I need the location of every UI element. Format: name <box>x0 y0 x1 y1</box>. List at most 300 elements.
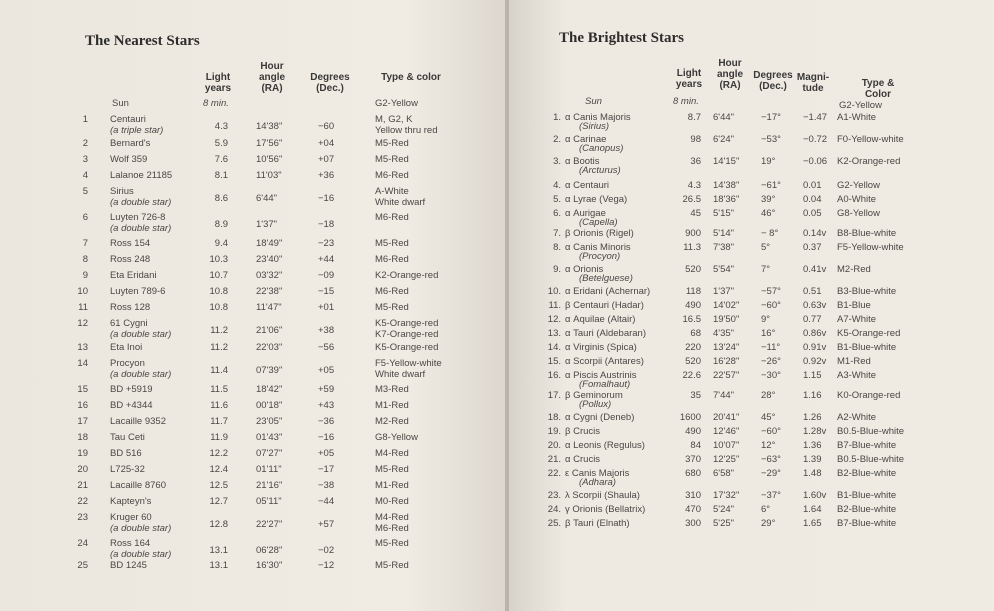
star-name: Ross 154 <box>110 238 151 249</box>
declination: −02 <box>318 545 335 556</box>
row-number: 16 <box>77 400 88 411</box>
type-color: M1-Red <box>375 400 409 411</box>
row-number: 23 <box>77 512 88 523</box>
type-color: G2-Yellow <box>375 98 418 109</box>
row-number: 7. <box>553 228 561 239</box>
type-color: F5-Yellow-white <box>375 358 442 369</box>
hour-angle: 01'11" <box>256 464 282 475</box>
star-name: α Scorpii (Antares) <box>565 356 644 367</box>
row-number: 19. <box>547 426 561 437</box>
star-name: Sun <box>585 96 602 107</box>
star-name: Eta Inoi <box>110 342 143 353</box>
row-number: 23. <box>547 490 561 501</box>
type-color: K5-Orange-red <box>375 318 439 329</box>
light-years: 22.6 <box>682 370 701 381</box>
row-number: 11. <box>548 300 561 311</box>
star-name: 61 Cygni <box>110 318 148 329</box>
hour-angle: 07'27" <box>256 448 283 459</box>
light-years: 12.2 <box>209 448 228 459</box>
star-name: α Centauri <box>565 180 610 191</box>
magnitude: 1.15 <box>803 370 822 381</box>
row-number: 6. <box>553 208 561 219</box>
row-number: 16. <box>547 370 561 381</box>
type-color: G8-Yellow <box>375 432 418 443</box>
type-color: M6-Red <box>375 212 409 223</box>
light-years: 118 <box>685 286 701 297</box>
hour-angle: 00'18" <box>256 400 283 411</box>
type-color: K2-Orange-red <box>375 270 439 281</box>
star-subtitle: (Betelguese) <box>579 273 633 284</box>
type-color: M4-Red <box>375 512 409 523</box>
magnitude: 0.14v <box>803 228 827 239</box>
declination: +36 <box>318 170 335 181</box>
light-years: 4.3 <box>214 121 228 132</box>
row-number: 12 <box>77 318 88 329</box>
row-number: 6 <box>82 212 88 223</box>
type-color: G2-Yellow <box>837 180 880 191</box>
star-name: α Bootis <box>565 156 600 167</box>
type-color: K0-Orange-red <box>837 390 901 401</box>
star-name: β Centauri (Hadar) <box>565 300 644 311</box>
row-number: 4. <box>553 180 561 191</box>
star-name: β Tauri (Elnath) <box>565 518 630 529</box>
light-years: 11.7 <box>210 416 228 427</box>
magnitude: 0.01 <box>803 180 822 191</box>
type-color: A7-White <box>837 314 877 325</box>
declination: −09 <box>318 270 335 281</box>
light-years: 8.6 <box>214 193 228 204</box>
magnitude: 0.63v <box>803 300 827 311</box>
star-name: Lacaille 9352 <box>110 416 166 427</box>
magnitude: −1.47 <box>803 112 828 123</box>
type-color: M5-Red <box>375 538 409 549</box>
star-name: α Carinae <box>565 134 607 145</box>
header-degrees: Degrees (Dec.) <box>753 70 793 92</box>
row-number: 9 <box>82 270 88 281</box>
light-years: 8.7 <box>687 112 701 123</box>
hour-angle: 14'38" <box>713 180 740 191</box>
declination: 39° <box>761 194 776 205</box>
row-number: 21 <box>77 480 88 491</box>
star-name: Lacaille 8760 <box>110 480 166 491</box>
light-years: 13.1 <box>209 545 228 556</box>
header-degrees: Degrees (Dec.) <box>310 72 350 94</box>
type-color: M3-Red <box>375 384 409 395</box>
type-color: B1-Blue <box>837 300 871 311</box>
row-number: 10. <box>547 286 561 297</box>
star-name: β Orionis (Rigel) <box>565 228 634 239</box>
star-subtitle: (a double star) <box>110 369 172 380</box>
type-color: B2-Blue-white <box>837 468 897 479</box>
row-number: 14. <box>547 342 561 353</box>
star-subtitle: (a triple star) <box>110 125 164 136</box>
header-type-color: Type & Color <box>861 78 895 100</box>
light-years: 35 <box>690 390 701 401</box>
star-subtitle: (a double star) <box>110 197 172 208</box>
star-subtitle: (Adhara) <box>579 477 616 488</box>
hour-angle: 18'36" <box>713 194 740 205</box>
declination: −38 <box>318 480 335 491</box>
row-number: 22 <box>77 496 88 507</box>
hour-angle: 22'38" <box>256 286 283 297</box>
hour-angle: 05'11" <box>256 496 282 507</box>
type-color-2: Yellow thru red <box>375 125 438 136</box>
star-name: Sun <box>112 98 129 109</box>
hour-angle: 18'42" <box>256 384 283 395</box>
star-name: α Lyrae (Vega) <box>565 194 628 205</box>
light-years: 4.3 <box>687 180 701 191</box>
row-number: 24 <box>77 538 88 549</box>
type-color: B8-Blue-white <box>837 228 897 239</box>
hour-angle: 5'25" <box>713 518 735 529</box>
declination: +44 <box>318 254 335 265</box>
type-color: B7-Blue-white <box>837 440 897 451</box>
star-subtitle: (a double star) <box>110 223 172 234</box>
row-number: 13 <box>77 342 88 353</box>
star-name: α Tauri (Aldebaran) <box>565 328 647 339</box>
declination: −16 <box>318 193 335 204</box>
right-page <box>509 0 994 611</box>
header-hour-angle: Hour angle (RA) <box>258 61 286 94</box>
star-name: α Piscis Austrinis <box>565 370 637 381</box>
star-name: Eta Eridani <box>110 270 157 281</box>
light-years: 36 <box>690 156 701 167</box>
header-magnitude: Magni- tude <box>796 72 830 94</box>
row-number: 20. <box>547 440 561 451</box>
type-color: M5-Red <box>375 464 409 475</box>
row-number: 3. <box>553 156 561 167</box>
magnitude: 1.26 <box>803 412 822 423</box>
light-years: 13.1 <box>209 560 228 571</box>
declination: +05 <box>318 448 335 459</box>
row-number: 10 <box>77 286 88 297</box>
magnitude: 1.65 <box>803 518 822 529</box>
type-color: M2-Red <box>375 416 409 427</box>
star-name: γ Orionis (Bellatrix) <box>565 504 646 515</box>
type-color-2: M6-Red <box>375 523 409 534</box>
light-years: 310 <box>685 490 701 501</box>
declination: 6° <box>761 504 771 515</box>
light-years: 490 <box>685 426 701 437</box>
magnitude: 0.77 <box>803 314 822 325</box>
hour-angle: 7'38" <box>713 242 735 253</box>
hour-angle: 1'37" <box>256 219 278 230</box>
magnitude: −0.72 <box>803 134 828 145</box>
row-number: 22. <box>547 468 561 479</box>
declination: 7° <box>761 264 771 275</box>
declination: −23 <box>318 238 335 249</box>
light-years: 1600 <box>679 412 701 423</box>
light-years: 7.6 <box>214 154 228 165</box>
row-number: 17 <box>77 416 88 427</box>
row-number: 8. <box>553 242 561 253</box>
star-name: α Aquilae (Altair) <box>565 314 636 325</box>
type-color: M0-Red <box>375 496 409 507</box>
star-name: α Crucis <box>565 454 601 465</box>
type-color: B0.5-Blue-white <box>837 426 905 437</box>
row-number: 2. <box>553 134 561 145</box>
hour-angle: 11'03" <box>256 170 282 181</box>
hour-angle: 23'40" <box>256 254 283 265</box>
declination: 9° <box>761 314 771 325</box>
row-number: 4 <box>82 170 88 181</box>
row-number: 19 <box>77 448 88 459</box>
light-years: 8.1 <box>214 170 228 181</box>
light-years: 11.6 <box>210 400 228 411</box>
type-color: M5-Red <box>375 138 409 149</box>
type-color: A-White <box>375 186 409 197</box>
type-color-2: White dwarf <box>375 369 426 380</box>
magnitude: 0.37 <box>803 242 822 253</box>
hour-angle: 22'03" <box>256 342 283 353</box>
star-subtitle: (Arcturus) <box>579 165 621 176</box>
row-number: 1 <box>82 114 88 125</box>
star-name: ε Canis Majoris <box>565 468 630 479</box>
row-number: 11 <box>78 302 88 313</box>
type-color: K5-Orange-red <box>837 328 901 339</box>
declination: −57° <box>761 286 781 297</box>
header-light-years: Light years <box>675 68 703 90</box>
hour-angle: 14'02" <box>713 300 740 311</box>
declination: 45° <box>761 412 776 423</box>
type-color: F5-Yellow-white <box>837 242 904 253</box>
magnitude: 1.48 <box>803 468 822 479</box>
type-color: M4-Red <box>375 448 409 459</box>
hour-angle: 6'44" <box>256 193 278 204</box>
row-number: 14 <box>77 358 88 369</box>
type-color: A1-White <box>837 112 877 123</box>
magnitude: 0.86v <box>803 328 827 339</box>
declination: −18 <box>318 219 335 230</box>
star-name: L725-32 <box>110 464 145 475</box>
hour-angle: 17'32" <box>713 490 740 501</box>
light-years: 900 <box>685 228 701 239</box>
row-number: 5 <box>82 186 88 197</box>
type-color: G2-Yellow <box>839 100 882 111</box>
hour-angle: 12'46" <box>713 426 740 437</box>
row-number: 15. <box>547 356 561 367</box>
magnitude: 1.60v <box>803 490 827 501</box>
light-years: 45 <box>690 208 701 219</box>
declination: 46° <box>761 208 776 219</box>
hour-angle: 03'32" <box>256 270 283 281</box>
hour-angle: 23'05" <box>256 416 283 427</box>
type-color: M, G2, K <box>375 114 413 125</box>
row-number: 21. <box>547 454 561 465</box>
star-subtitle: (Sirius) <box>579 121 610 132</box>
type-color: M5-Red <box>375 302 409 313</box>
magnitude: 1.39 <box>803 454 822 465</box>
star-name: Lalanoe 21185 <box>110 170 173 181</box>
row-number: 12. <box>547 314 561 325</box>
light-years: 10.8 <box>209 302 228 313</box>
hour-angle: 13'24" <box>713 342 740 353</box>
declination: −15 <box>318 286 335 297</box>
hour-angle: 4'35" <box>713 328 735 339</box>
star-subtitle: (Pollux) <box>579 399 612 410</box>
star-name: Centauri <box>110 114 146 125</box>
type-color-2: White dwarf <box>375 197 426 208</box>
star-name: β Crucis <box>565 426 601 437</box>
hour-angle: 16'30" <box>256 560 283 571</box>
row-number: 5. <box>553 194 561 205</box>
declination: − 8° <box>761 228 779 239</box>
row-number: 2 <box>82 138 88 149</box>
declination: −29° <box>761 468 781 479</box>
type-color: A3-White <box>837 370 877 381</box>
declination: −36 <box>318 416 335 427</box>
type-color: B2-Blue-white <box>837 504 897 515</box>
declination: 19° <box>761 156 776 167</box>
row-number: 20 <box>77 464 88 475</box>
declination: +57 <box>318 519 335 530</box>
magnitude: 1.64 <box>803 504 822 515</box>
row-number: 17. <box>547 390 561 401</box>
declination: +59 <box>318 384 335 395</box>
hour-angle: 21'06" <box>256 325 283 336</box>
declination: −30° <box>761 370 781 381</box>
type-color: B0.5-Blue-white <box>837 454 905 465</box>
star-name: Procyon <box>110 358 145 369</box>
star-subtitle: (Fomalhaut) <box>579 379 631 390</box>
star-subtitle: (Procyon) <box>579 251 621 262</box>
nearest-stars-title: The Nearest Stars <box>85 33 200 49</box>
header-type-color: Type & color <box>381 72 441 83</box>
star-name: Ross 128 <box>110 302 151 313</box>
declination: −60 <box>318 121 335 132</box>
hour-angle: 12'25" <box>713 454 740 465</box>
star-name: α Leonis (Regulus) <box>565 440 645 451</box>
hour-angle: 06'28" <box>256 545 283 556</box>
declination: −63° <box>761 454 781 465</box>
magnitude: 1.36 <box>803 440 822 451</box>
header-hour-angle: Hour angle (RA) <box>716 58 744 91</box>
row-number: 7 <box>82 238 88 249</box>
type-color: K5-Orange-red <box>375 342 439 353</box>
hour-angle: 10'07" <box>713 440 740 451</box>
declination: −61° <box>761 180 781 191</box>
star-name: α Eridani (Achernar) <box>565 286 651 297</box>
light-years: 5.9 <box>214 138 228 149</box>
hour-angle: 5'15" <box>713 208 735 219</box>
type-color: M2-Red <box>837 264 871 275</box>
declination: −12 <box>318 560 335 571</box>
magnitude: 0.04 <box>803 194 822 205</box>
light-years: 12.4 <box>209 464 228 475</box>
declination: 28° <box>761 390 776 401</box>
hour-angle: 1'37" <box>713 286 735 297</box>
star-name: Wolf 359 <box>110 154 148 165</box>
light-years: 10.7 <box>209 270 228 281</box>
star-name: Sirius <box>110 186 134 197</box>
magnitude: 0.51 <box>803 286 822 297</box>
light-years: 470 <box>685 504 701 515</box>
light-years: 11.2 <box>210 325 228 336</box>
light-years: 10.8 <box>209 286 228 297</box>
light-years: 8.9 <box>214 219 228 230</box>
star-name: α Virginis (Spica) <box>565 342 637 353</box>
light-years: 16.5 <box>682 314 701 325</box>
declination: −11° <box>761 342 781 353</box>
hour-angle: 5'14" <box>713 228 735 239</box>
hour-angle: 20'41" <box>713 412 740 423</box>
declination: −53° <box>761 134 781 145</box>
declination: −26° <box>761 356 781 367</box>
declination: 29° <box>761 518 776 529</box>
type-color: A0-White <box>837 194 877 205</box>
declination: +01 <box>318 302 335 313</box>
hour-angle: 11'47" <box>256 302 282 313</box>
magnitude: 1.16 <box>803 390 822 401</box>
type-color: B7-Blue-white <box>837 518 897 529</box>
hour-angle: 6'44" <box>713 112 735 123</box>
light-years: 8 min. <box>673 96 699 107</box>
row-number: 15 <box>77 384 88 395</box>
light-years: 98 <box>690 134 701 145</box>
light-years: 520 <box>685 264 701 275</box>
declination: −37° <box>761 490 781 501</box>
light-years: 8 min. <box>203 98 229 109</box>
row-number: 18 <box>77 432 88 443</box>
type-color: M5-Red <box>375 238 409 249</box>
light-years: 220 <box>685 342 701 353</box>
type-color: F0-Yellow-white <box>837 134 904 145</box>
light-years: 12.5 <box>209 480 228 491</box>
star-name: Ross 164 <box>110 538 151 549</box>
light-years: 370 <box>685 454 701 465</box>
star-name: α Canis Majoris <box>565 112 631 123</box>
light-years: 12.7 <box>209 496 228 507</box>
declination: +07 <box>318 154 335 165</box>
light-years: 26.5 <box>682 194 701 205</box>
hour-angle: 10'56" <box>256 154 283 165</box>
light-years: 11.2 <box>210 342 228 353</box>
declination: +05 <box>318 365 335 376</box>
star-subtitle: (a double star) <box>110 549 172 560</box>
row-number: 8 <box>82 254 88 265</box>
star-name: BD 516 <box>110 448 142 459</box>
light-years: 11.9 <box>210 432 228 443</box>
light-years: 68 <box>690 328 701 339</box>
declination: 12° <box>761 440 776 451</box>
star-name: BD +5919 <box>110 384 153 395</box>
star-name: α Orionis <box>565 264 604 275</box>
declination: −44 <box>318 496 335 507</box>
type-color: M5-Red <box>375 154 409 165</box>
light-years: 10.3 <box>209 254 228 265</box>
hour-angle: 14'38" <box>256 121 283 132</box>
star-name: λ Scorpii (Shaula) <box>565 490 640 501</box>
declination: +04 <box>318 138 335 149</box>
declination: 5° <box>761 242 771 253</box>
hour-angle: 17'56" <box>256 138 283 149</box>
type-color: M5-Red <box>375 560 409 571</box>
type-color: M6-Red <box>375 170 409 181</box>
declination: −17° <box>761 112 781 123</box>
star-name: Bernard's <box>110 138 151 149</box>
type-color: B3-Blue-white <box>837 286 897 297</box>
star-name: Ross 248 <box>110 254 151 265</box>
magnitude: −0.06 <box>803 156 828 167</box>
light-years: 11.3 <box>683 242 701 253</box>
declination: 16° <box>761 328 776 339</box>
star-subtitle: (a double star) <box>110 523 172 534</box>
light-years: 490 <box>685 300 701 311</box>
hour-angle: 01'43" <box>256 432 283 443</box>
hour-angle: 22'27" <box>256 519 283 530</box>
star-name: Luyten 789-6 <box>110 286 166 297</box>
magnitude: 0.41v <box>803 264 827 275</box>
